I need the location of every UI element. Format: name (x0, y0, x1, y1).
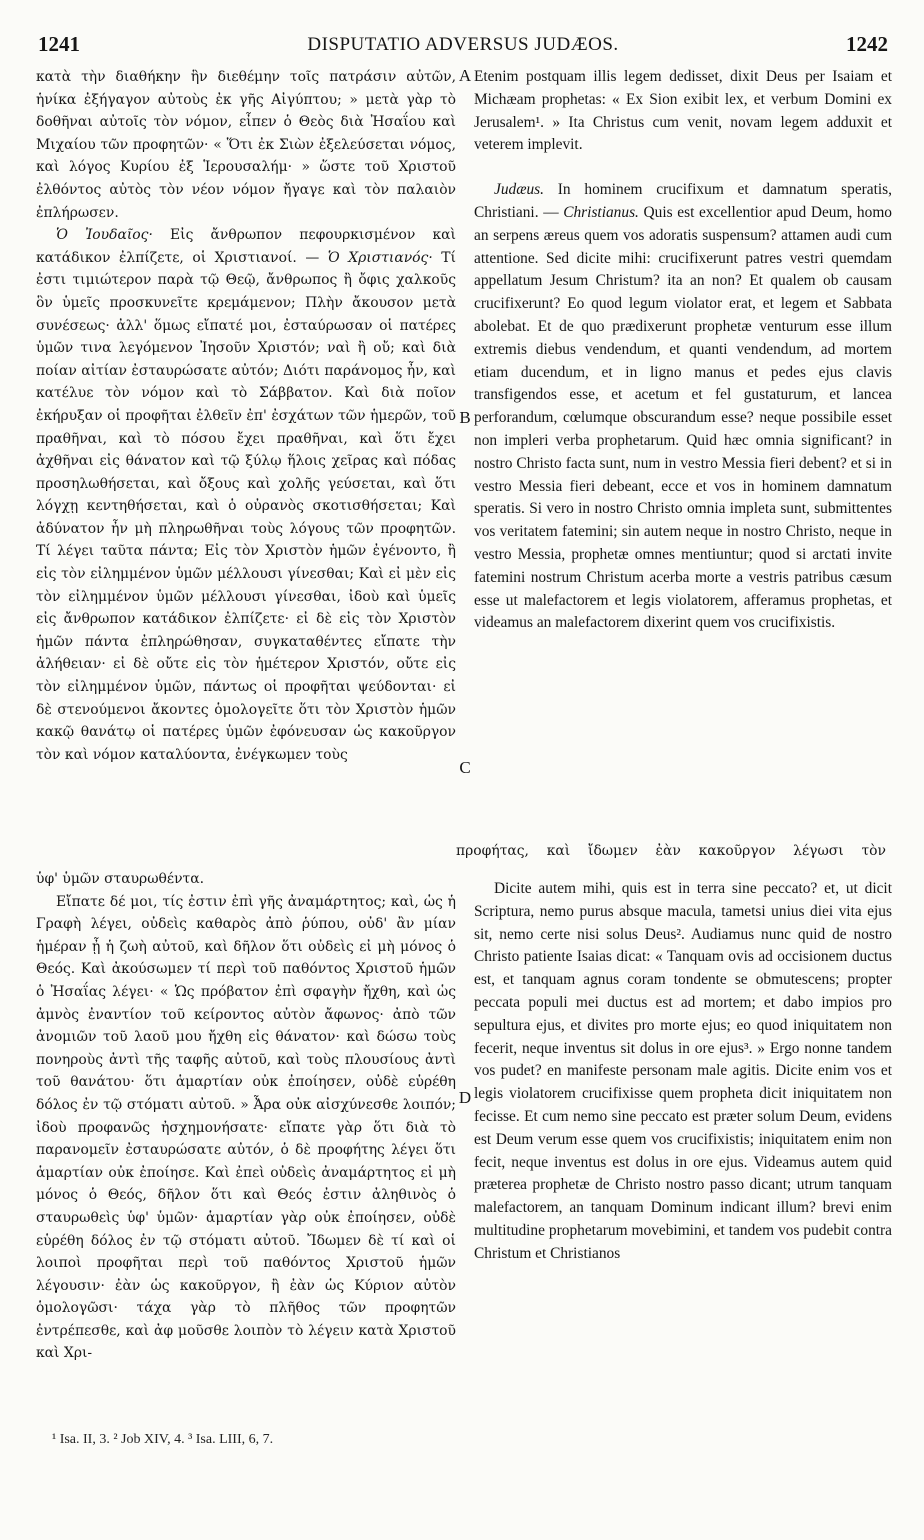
latin-column (474, 66, 892, 635)
running-title: DISPUTATIO ADVERSUS JUDÆOS. (307, 34, 619, 55)
latin-paragraph-1: Etenim postquam illis legem dedisset, dixit Deus per Isaiam et Michæam prophetas: « Ex Sion exibit lex, et verbum Domini ex Jerusalem¹. » Ita Christus cum venit, novam legem adduxit et veterem implevit. (474, 68, 892, 154)
bridge-greek-continuation: προφήτας, καὶ ἴδωμεν ἐὰν κακοῦργον λέγωσι τὸν (456, 843, 886, 859)
greek-paragraph-3: Εἴπατε δέ μοι, τίς ἐστιν ἐπὶ γῆς ἀναμάρτητος; καὶ, ὡς ἡ Γραφὴ λέγει, οὐδεὶς καθαρὸς ἀπὸ ῥύπου, οὐδ' ἂν μίαν ἡμέραν ᾖ ἡ ζωὴ αὐτοῦ, καὶ δῆλον ὅτι οὐδεὶς εἰ μὴ μόνος ὁ Θεός. Καὶ ἀκούσωμεν τί περὶ τοῦ παθόντος Χριστοῦ ἡμῶν ὁ Ἠσαΐας λέγει· « Ὡς πρόβατον ἐπὶ σφαγὴν ἤχθη, καὶ ὡς ἀμνὸς ἐναντίον τοῦ κείροντος αὐτὸν ἄφωνος· ἀπὸ τῶν ἀνομιῶν τοῦ λαοῦ μου ἤχθη εἰς θάνατον· καὶ δώσω τοὺς πονηροὺς ἀντὶ τῆς ταφῆς αὐτοῦ, καὶ τοὺς πλουσίους ἀντὶ τοῦ θανάτου· ὅτι ἁμαρτίαν οὐκ ἐποίησεν, οὐδὲ εὑρέθη δόλος ἐν τῷ στόματι αὐτοῦ. » Ἆρα οὐκ αἰσχύνεσθε λοιπόν; ἰδοὺ προφανῶς ἠσχημονήσατε· εἴπατε γὰρ ὅτι διὰ τὸ παρανομεῖν ἐσταυρώσατε αὐτόν, ὁ δὲ προφήτης λέγει ὅτι ἁμαρτίαν οὐκ ἐποίησε. Καὶ ἐπεὶ οὐδεὶς ἀναμάρτητος εἰ μὴ μόνος ὁ Θεός, δῆλον ὅτι καὶ Θεός ἐστιν ἀληθινὸς ὁ σταυρωθεὶς ὑφ' ὑμῶν· ἁμαρτίαν γὰρ οὐκ ἐποίησεν, οὐδὲ εὑρέθη δόλος ἐν τῷ στόματι αὐτοῦ. Ἴδωμεν δὲ τί καὶ οἱ λοιποὶ προφῆται περὶ τοῦ παθόντος Χριστοῦ ἡμῶν λέγουσιν· ἐὰν ὡς κακοῦργον, ἢ ἐὰν ὡς Κύριον αὐτὸν ὁμολογῶσι· τάχα γὰρ τὸ πλῆθος τῶν προφητῶν ἐντρέπεσθε, καὶ ἀφ μοῦσθε λοιπὸν τὸ λέγειν κατὰ Χριστοῦ καὶ Χρι- (36, 893, 456, 1362)
page-number-right: 1242 (846, 32, 888, 56)
margin-marker-b: B (459, 408, 471, 427)
greek-paragraph-1: κατὰ τὴν διαθήκην ἣν διεθέμην τοῖς πατράσιν αὐτῶν, ἡνίκα ἐξήγαγον αὐτοὺς ἐκ γῆς Αἰγύπτου; » μετὰ γὰρ τὸ δοθῆναι αὐτοῖς τὸν νόμον, εἶπεν ὁ Θεὸς διὰ Ἠσαΐου καὶ Μιχαίου τῶν προφητῶν· « Ὅτι ἐκ Σιὼν ἐξελεύσεται νόμος, καὶ λόγος Κυρίου ἐξ Ἱερουσαλήμ· » ὥστε τοῦ Χριστοῦ ἐλθόντος αὐτὸς τὸν νέον νόμον ἤγαγε καὶ τὸν παλαιὸν ἐπλήρωσεν. (36, 69, 456, 221)
latin-column-lower (474, 878, 892, 1266)
latin-speaker-christianus: Christianus. (563, 203, 639, 221)
latin-text-2a: In hominem crucifixum et damnatum speratis, Christiani. — (474, 181, 892, 221)
greek-speaker-judaeus: Ὁ Ἰουδαῖος· (56, 227, 153, 244)
bridge-line (36, 840, 892, 862)
latin-paragraph-2 (474, 179, 892, 635)
latin-paragraph-3: Dicite autem mihi, quis est in terra sine peccato? et, ut dicit Scriptura, nemo purus absque macula, tametsi unius diei vita ejus sit, nemo certe nisi solus Deus². Audiamus nunc quid de nostro Christo patiente Isaias dicat: « Tanquam ovis ad occisionem ductus est, et tanquam agnus coram tondente se obmutescens; propter peccata populi mei ductus est ad mortem; et dabo impios pro sepultura ejus, et divites pro morte ejus; eo quod iniquitatem non fecerit, neque inventus sit dolus in ore ejus³. » Ergo nonne tandem vos pudet? en manifeste personam male agitis. Dicite enim vos et legis violatorem crucifixisse quem propheta dicit iniquitatem non fecisse. Et cum nemo sine peccato est præter solum Deum, evidens est Deum verum esse quem vos crucifixistis; iniquitatem enim non fecit, neque inventus est dolus in ore ejus. Videamus autem quid præterea prophetæ de Christo nostro passo dicant; utrum tanquam malefactorem, an tanquam Dominum indicant illum? brevi enim multitudine prophetarum movebimini, et tandem vos pudebit contra Christum et Christianos (474, 880, 892, 1262)
footnotes: ¹ Isa. II, 3. ² Job XIV, 4. ³ Isa. LIII, 6, 7. (52, 1432, 274, 1447)
greek-paragraph-2 (36, 224, 456, 766)
greek-column (36, 66, 456, 766)
page-number-left: 1241 (38, 32, 80, 56)
greek-column-lower (36, 868, 456, 1365)
greek-speaker-christianus: Ὁ Χριστιανός· (327, 249, 433, 266)
greek-closing-line: ὑφ' ὑμῶν σταυρωθέντα. (36, 871, 205, 887)
latin-speaker-judaeus: Judæus. (494, 181, 545, 199)
margin-marker-c: C (459, 758, 471, 777)
page-header (38, 32, 888, 60)
latin-text-2b: Quis est excellentior apud Deum, homo an serpens æreus quem vos adoratis suspensum? attamen audi cum attentione. Sed dicite mihi: crucifixerunt patres vestri quemdam appellatum Jesum Christum? ita an non? Et qualem ob causam crucifixerunt? Eo quod legum violator erat, et legem et Sabbata abolebat. Et de quo prædixerunt prophetæ venturum esse illum extremis diebus vendendum, et quanti vendendum, ad mortem etiam ducendum, et in ligno manus et pedes ejus clavis transfigendos esse, et acetum et fel gustaturum, et lancea perforandum, cœlumque obscurandum esse? neque possibile esset non impleri verba prophetarum. Quid hæc omnia significant? in nostro Christo facta sunt, num in vestro Messia fieri debent? et si in vestro Messia fieri debeant, ecce et vos in hominem damnatum speratis. Si vero in nostro Christo omnia impleta sunt, submittentes vos veritatem fatemini; sin autem neque in nostro Christo, neque in vestro Messia, prophetæ omnes mentiuntur; quod si arctati invite fatemini nostrum Christum acerba morte a vestris patribus cæsum esse ut malefactorem et legis violatorem, afferamus prophetas, et videamus an malefactorem dixerint quem vos crucifixistis. (474, 203, 892, 632)
greek-text-2b: Τί ἐστι τιμιώτερον παρὰ τῷ Θεῷ, ἄνθρωπος ἢ ὄφις χαλκοῦς ὃν ὑμεῖς προσκυνεῖτε κρεμάμενον; Πλὴν ἄκουσον μετὰ συνέσεως· ἀλλ' ὅμως εἴπατέ μοι, ἐσταύρωσαν οἱ πατέρες ὑμῶν τινα λεγόμενον Ἰησοῦν Χριστόν; ναὶ ἢ οὔ; καὶ διὰ ποίαν αἰτίαν ἐσταυρώσατε αὐτόν; Διότι παράνομος ἦν, καὶ κατέλυε τὸν νόμον καὶ τὸ Σάββατον. Καὶ διὰ ποῖον ἐκήρυξαν οἱ προφῆται ἐλθεῖν ἐπ' ἐσχάτων τῶν ἡμερῶν, τοῦ πραθῆναι, καὶ τὸ πόσου ἔχει πραθῆναι, καὶ ὅτι ἔχει ἀχθῆναι εἰς θάνατον καὶ τῷ ξύλῳ ἥλοις χεῖρας καὶ πόδας προσηλωθήσεται, καὶ ὄξους καὶ χολῆς γεύσεται, καὶ ὅτι λόγχῃ κεντηθήσεται, καὶ ὁ οὐρανὸς σκοτισθήσεται; Καὶ ἀδύνατον ἦν μὴ πληρωθῆναι τοὺς λόγους τῶν προφητῶν. Τί λέγει ταῦτα πάντα; Εἰς τὸν Χριστὸν ἡμῶν ἐγένοντο, ἢ εἰς τὸν εἰλημμένον ὑμῶν μέλλουσι γίνεσθαι; Καὶ εἰ μὲν εἰς τὸν εἰλημμένον ὑμῶν μέλλουσι γίνεσθαι, ἰδοὺ καὶ ὑμεῖς εἰς ἄνθρωπον κατάδικον ἐλπίζετε· εἰ δὲ εἰς τὸν Χριστὸν ἡμῶν πάντα ἐπληρώθησαν, συγκαταθέντες εἴπατε τὴν ἀλήθειαν· εἰ δὲ οὔτε εἰς τὸν ἡμέτερον Χριστόν, οὔτε εἰς τὸν εἰλημμένον ὑμῶν, πάντως οἱ προφῆται ψεύδονται· εἰ δὲ στενούμενοι ἄκοντες ὁμολογεῖτε ὅτι τὸν Χριστὸν ἡμῶν κακῷ θανάτῳ οἱ πατέρες ὑμῶν ἐφόνευσαν ὡς κακοῦργον τὸν καὶ νόμον καταλύοντα, ἐνέγκωμεν τοὺς (36, 249, 456, 763)
margin-marker-d: D (458, 1088, 472, 1107)
margin-marker-a: A (458, 66, 472, 85)
greek-text-2a: Εἰς ἄνθρωπον πεφουρκισμένον καὶ κατάδικον ἐλπίζετε, οἱ Χριστιανοί. — (36, 227, 457, 266)
